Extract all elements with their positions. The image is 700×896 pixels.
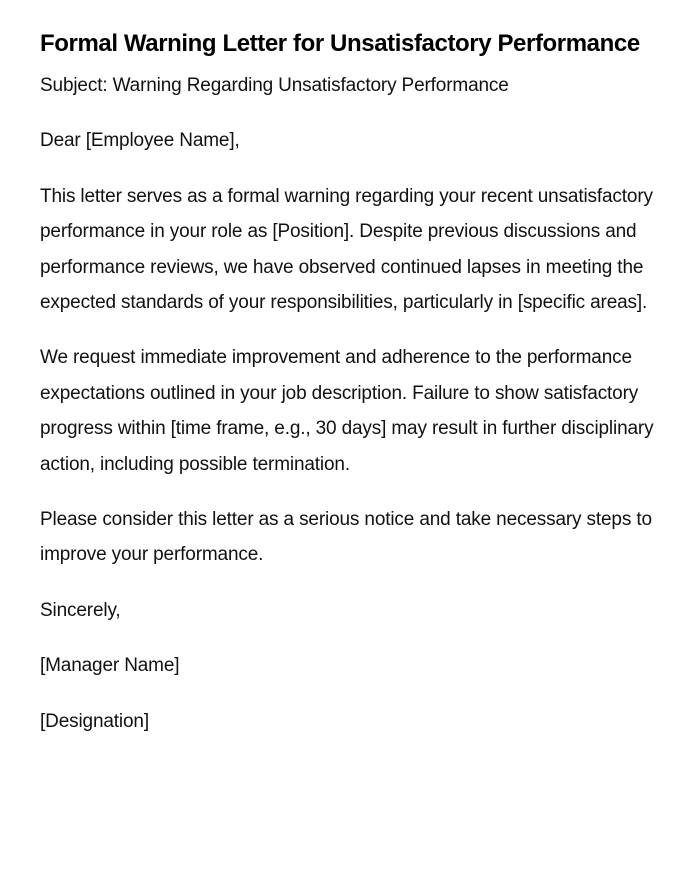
letter-salutation: Dear [Employee Name], bbox=[40, 130, 240, 152]
letter-paragraph-3: Please consider this letter as a serious notice and take necessary steps to improve your performance. bbox=[40, 509, 652, 566]
signature-name: [Manager Name] bbox=[40, 655, 180, 677]
letter-subject: Subject: Warning Regarding Unsatisfactory Performance bbox=[40, 75, 509, 96]
letter-closing: Sincerely, bbox=[40, 599, 121, 621]
letter-paragraph-1: This letter serves as a formal warning regarding your recent unsatisfactory performance in your role as [Position]. Despite previous discussions and performance reviews, we have observed continued lapses in meeting the expected standards of your responsibilities, particularly in [specific areas]. bbox=[40, 185, 653, 314]
letter-paragraph-2: We request immediate improvement and adherence to the performance expectations outlined in your job description. Failure to show satisfactory progress within [time frame, e.g., 30 days] may result in further disciplinary action, including possible termination. bbox=[40, 347, 654, 475]
letter-title: Formal Warning Letter for Unsatisfactory Performance bbox=[40, 30, 640, 57]
signature-designation: [Designation] bbox=[40, 710, 149, 732]
